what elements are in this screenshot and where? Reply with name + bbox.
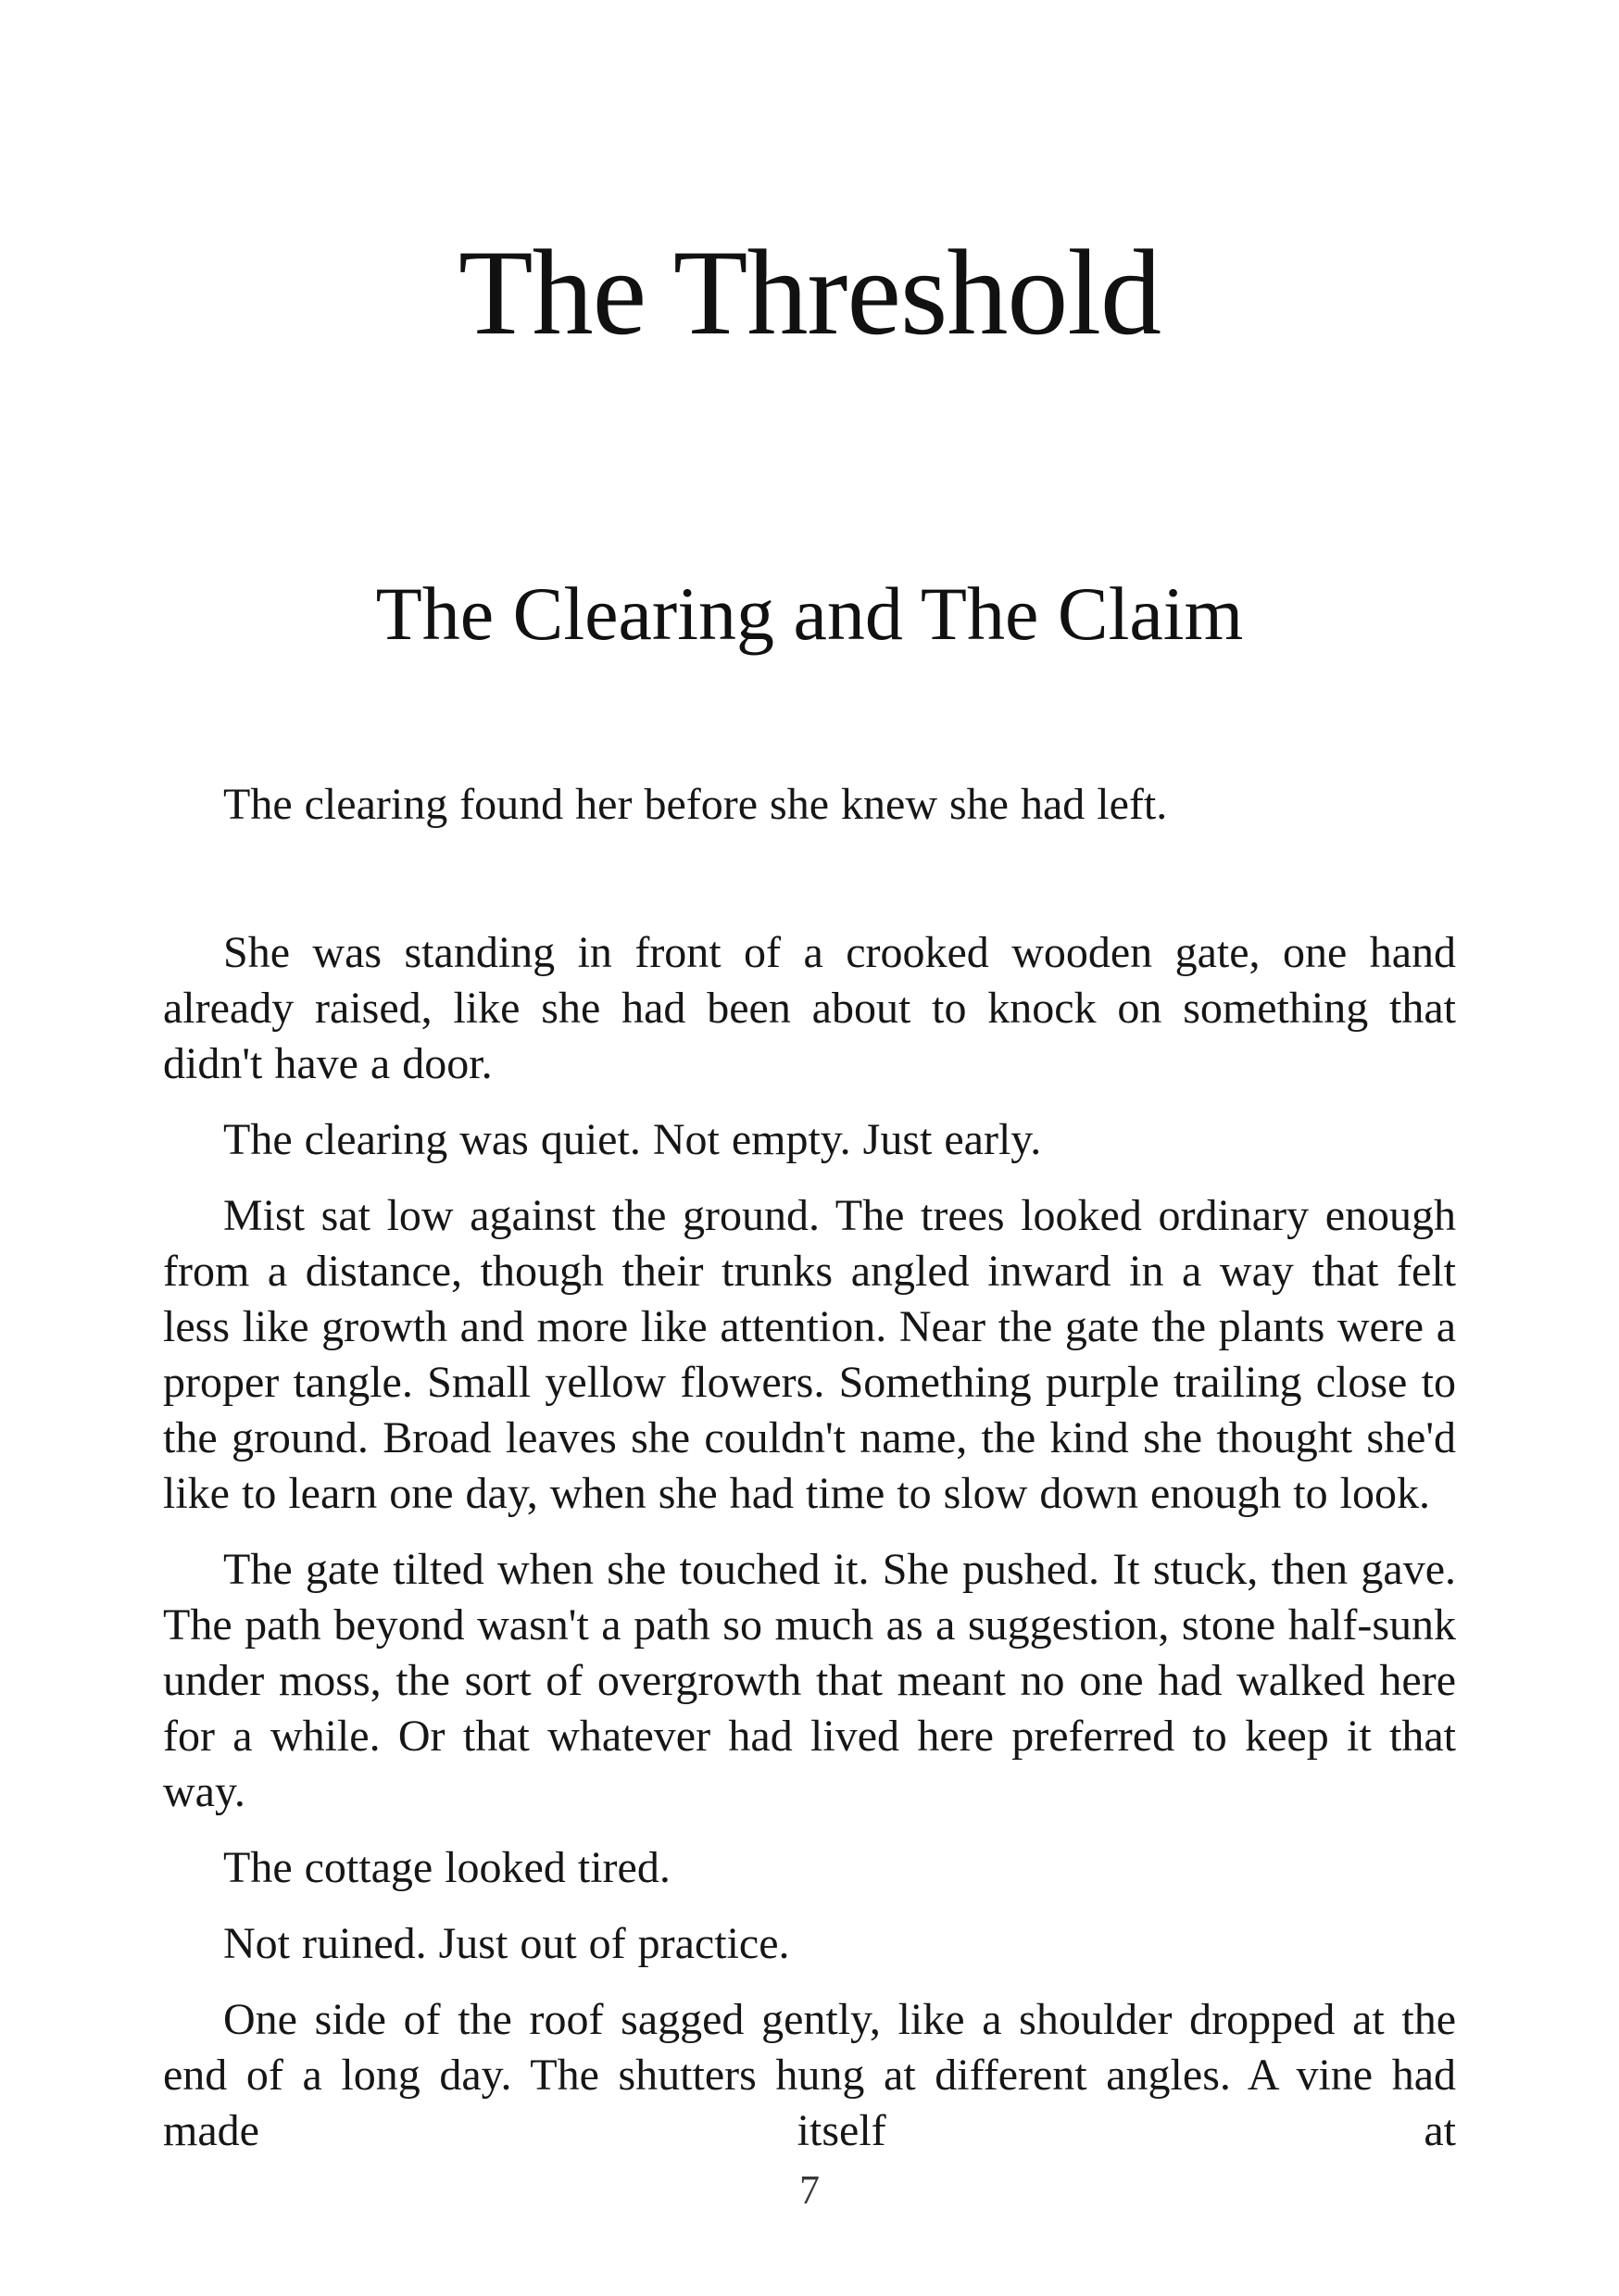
- paragraph: The gate tilted when she touched it. She pushed. It stuck, then gave. The path beyond wasn't a path so much as a suggestion, stone half-sunk under moss, the sort of overgrowth that meant no one had walked here for a while. Or that whatever had lived here preferred to keep it that way.: [163, 1545, 1456, 1816]
- page-number: 7: [799, 2167, 820, 2213]
- paragraph: Not ruined. Just out of practice.: [223, 1919, 790, 1968]
- chapter-title: The Clearing and The Claim: [375, 571, 1244, 656]
- paragraph: One side of the roof sagged gently, like a shoulder dropped at the end of a long day. The shutters hung at different angles. A vine had made itself at: [163, 1995, 1456, 2155]
- paragraph: The clearing was quiet. Not empty. Just early.: [223, 1115, 1042, 1164]
- paragraph: The cottage looked tired.: [223, 1843, 671, 1892]
- paragraph: She was standing in front of a crooked wooden gate, one hand already raised, like she had been about to knock on something that didn't have a door.: [163, 928, 1456, 1088]
- paragraph: The clearing found her before she knew she had left.: [223, 780, 1168, 829]
- paragraph: Mist sat low against the ground. The trees looked ordinary enough from a distance, though their trunks angled inward in a way that felt less like growth and more like attention. Near the gate the plants were a proper tangle. Small yellow flowers. Something purple trailing close to the ground. Broad leaves she couldn't name, the kind she thought she'd like to learn one day, when she had time to slow down enough to look.: [163, 1191, 1456, 1518]
- body-text: [163, 777, 1456, 2159]
- book-title: The Threshold: [458, 224, 1161, 360]
